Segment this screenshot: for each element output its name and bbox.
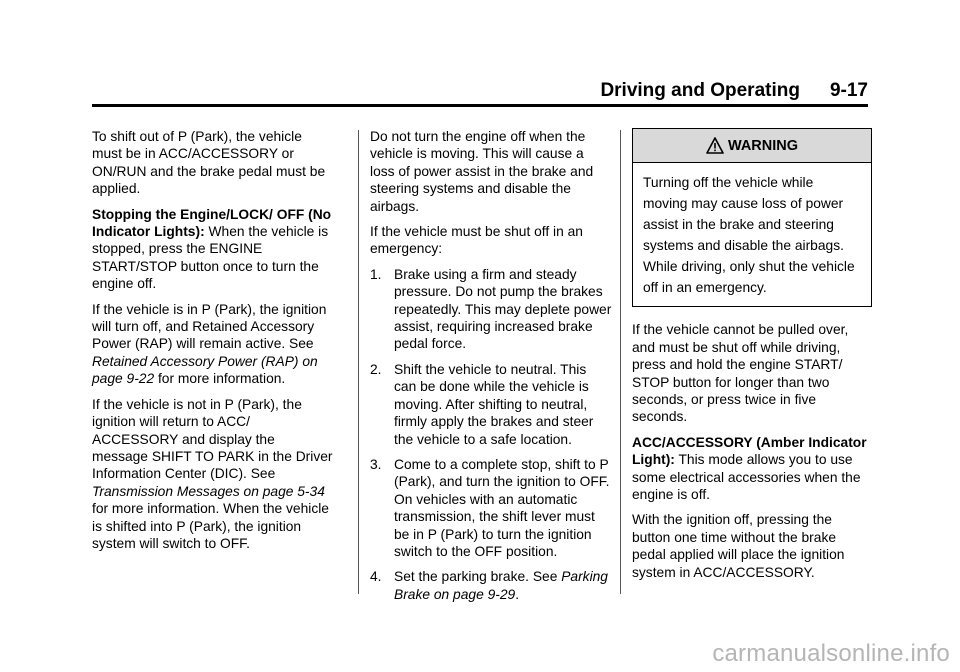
column-3: [632, 128, 872, 589]
column-1: [92, 128, 334, 560]
list-item: [370, 568, 612, 603]
paragraph-text: This mode allows you to use some electrical accessories when the engine is off.: [632, 452, 861, 503]
paragraph: Do not turn the engine off when the vehicle is moving. This will cause a loss of power assist in the brake and steering systems and disable the airbags.: [370, 129, 594, 214]
paragraph-text: When the vehicle is stopped, press the ENGINE START/STOP button once to turn the engine off.: [92, 224, 329, 292]
list-item: [370, 266, 612, 353]
cross-reference-link[interactable]: Parking Brake on page 9-29: [394, 569, 608, 602]
step-number: 1.: [370, 266, 382, 282]
cross-reference-link[interactable]: Transmission Messages on page 5-34: [92, 483, 325, 499]
column-divider: [358, 130, 359, 594]
paragraph-text: If the vehicle is not in P (Park), the ignition will return to ACC/ ACCESSORY and display the message SHIFT TO PARK in the Driver Information Center (DIC). See: [92, 396, 333, 482]
paragraph: [92, 301, 334, 388]
paragraph: [632, 434, 872, 504]
paragraph: To shift out of P (Park), the vehicle must be in ACC/ACCESSORY or ON/RUN and the brake pedal must be applied.: [92, 129, 326, 197]
step-text: Come to a complete stop, shift to P (Park), and turn the ignition to OFF. On vehicles with an automatic transmission, the shift lever must be in P (Park) to turn the ignition switch to the OFF position.: [394, 456, 610, 559]
emergency-steps-list: [370, 266, 612, 603]
paragraph: If the vehicle cannot be pulled over, and must be shut off while driving, press and hold the engine START/ STOP button for longer than two seconds, or press twice in five seconds.: [632, 322, 849, 425]
list-item: [370, 456, 612, 560]
warning-header: [633, 129, 871, 163]
column-2: [370, 128, 612, 611]
subheading: ACC/ACCESSORY (Amber Indicator Light):: [632, 434, 867, 468]
cross-reference-link[interactable]: Retained Accessory Power (RAP) on page 9-22: [92, 353, 318, 387]
step-number: 4.: [370, 569, 382, 585]
paragraph-text: If the vehicle is in P (Park), the ignition will turn off, and Retained Accessory Power (RAP) will remain active. See: [92, 301, 327, 352]
paragraph-text: for more information.: [154, 371, 286, 387]
column-divider: [620, 130, 621, 594]
paragraph: With the ignition off, pressing the button one time without the brake pedal applied will place the ignition system in ACC/ACCESSORY.: [632, 512, 845, 580]
section-title: Driving and Operating: [600, 80, 800, 101]
warning-triangle-icon: [706, 137, 724, 154]
subheading: Stopping the Engine/LOCK/ OFF (No Indicator Lights):: [92, 206, 332, 240]
step-text: Brake using a firm and steady pressure. Do not pump the brakes repeatedly. This may deplete power assist, requiring increased brake pedal force.: [394, 266, 612, 352]
watermark: carmanualsonline.info: [712, 640, 950, 667]
paragraph: [92, 206, 334, 293]
step-text: .: [515, 586, 520, 602]
page-header: [600, 80, 868, 102]
header-rule: [92, 104, 868, 107]
warning-body: Turning off the vehicle while moving may cause loss of power assist in the brake and steering systems and disable the airbags. While driving, only shut the vehicle off in an emergency.: [643, 175, 855, 296]
page-number: 9-17: [829, 80, 868, 101]
list-item: [370, 361, 612, 448]
step-text: Set the parking brake. See: [394, 569, 562, 585]
warning-box: [632, 128, 872, 307]
step-number: 2.: [370, 361, 382, 377]
paragraph: [92, 396, 334, 553]
warning-title: WARNING: [727, 138, 799, 154]
paragraph-text: for more information. When the vehicle is shifted into P (Park), the ignition system will switch to OFF.: [92, 501, 329, 551]
step-number: 3.: [370, 456, 382, 472]
paragraph: If the vehicle must be shut off in an emergency:: [370, 224, 583, 257]
step-text: Shift the vehicle to neutral. This can be done while the vehicle is moving. After shifting to neutral, firmly apply the brakes and steer the vehicle to a safe location.: [394, 361, 594, 447]
